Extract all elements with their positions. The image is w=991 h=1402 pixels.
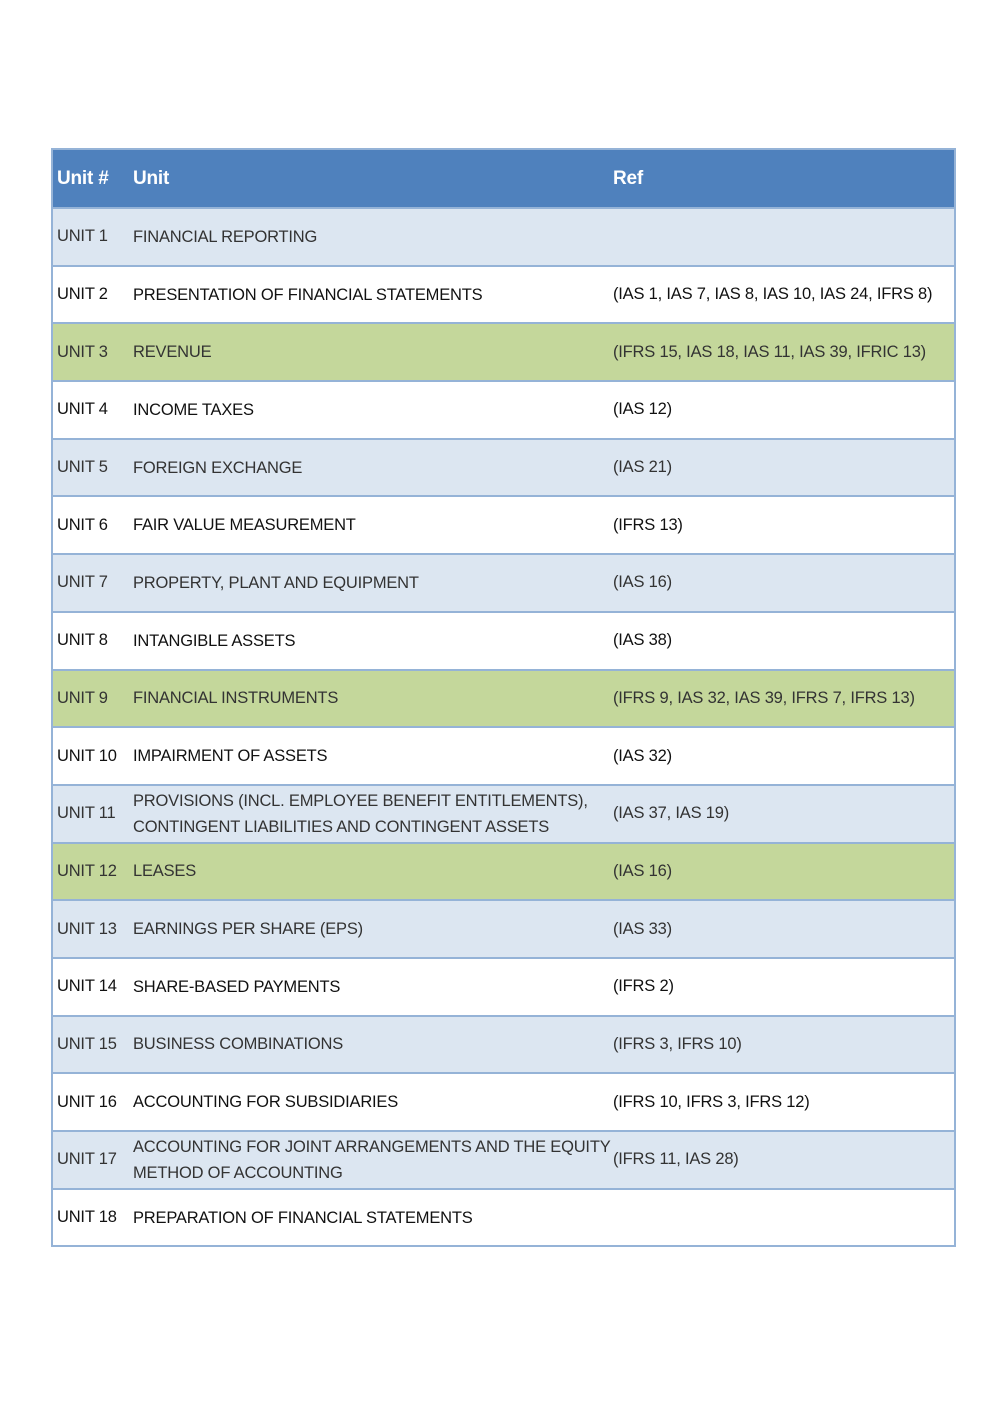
table-row [53,1015,954,1073]
unit-number-cell: UNIT 9 [57,688,108,707]
ref-cell: (IFRS 10, IFRS 3, IFRS 12) [613,1092,810,1111]
table-row [53,611,954,669]
ref-cell: (IAS 12) [613,400,672,419]
table-row [53,957,954,1015]
ref-cell: (IFRS 3, IFRS 10) [613,1034,742,1053]
unit-title-cell: PREPARATION OF FINANCIAL STATEMENTS [133,1208,473,1227]
unit-title-cell: EARNINGS PER SHARE (EPS) [133,920,363,939]
unit-number-cell: UNIT 10 [57,746,117,765]
unit-number-cell: UNIT 17 [57,1150,117,1169]
unit-number-cell: UNIT 5 [57,458,108,477]
ref-cell: (IAS 32) [613,746,672,765]
unit-title-cell: PRESENTATION OF FINANCIAL STATEMENTS [133,285,483,304]
unit-number-cell: UNIT 7 [57,573,108,592]
ref-cell: (IAS 16) [613,573,672,592]
unit-title-cell: FAIR VALUE MEASUREMENT [133,516,356,535]
table-row [53,1130,954,1188]
unit-number-cell: UNIT 13 [57,919,117,938]
ref-cell: (IFRS 2) [613,977,674,996]
unit-number-cell: UNIT 4 [57,400,108,419]
ref-cell: (IAS 37, IAS 19) [613,804,730,823]
unit-title-cell: FINANCIAL REPORTING [133,227,318,246]
table-row [53,380,954,438]
unit-title-cell: BUSINESS COMBINATIONS [133,1035,344,1054]
unit-number-cell: UNIT 1 [57,227,108,246]
unit-title-cell: LEASES [133,862,197,881]
table-row [53,726,954,784]
unit-title-cell: PROVISIONS (INCL. EMPLOYEE BENEFIT ENTITLEMENTS), CONTINGENT LIABILITIES AND CONTINGENT ASSETS [133,791,588,836]
table-row [53,1072,954,1130]
table-row [53,495,954,553]
table-row [53,322,954,380]
units-table [51,148,956,1247]
header-unit-number: Unit # [57,167,109,189]
ref-cell: (IFRS 9, IAS 32, IAS 39, IFRS 7, IFRS 13) [613,688,915,707]
unit-number-cell: UNIT 2 [57,285,108,304]
unit-title-cell: INTANGIBLE ASSETS [133,631,296,650]
header-unit: Unit [133,167,170,189]
unit-number-cell: UNIT 18 [57,1208,117,1227]
ref-cell: (IAS 16) [613,861,672,880]
unit-title-cell: IMPAIRMENT OF ASSETS [133,747,328,766]
ref-cell: (IAS 21) [613,458,672,477]
unit-title-cell: ACCOUNTING FOR SUBSIDIARIES [133,1093,399,1112]
table-header [53,150,954,207]
unit-number-cell: UNIT 12 [57,861,117,880]
unit-number-cell: UNIT 14 [57,977,117,996]
unit-number-cell: UNIT 6 [57,515,108,534]
ref-cell: (IFRS 13) [613,515,683,534]
ref-cell: (IAS 38) [613,631,672,650]
unit-title-cell: REVENUE [133,343,212,362]
unit-title-cell: FINANCIAL INSTRUMENTS [133,689,339,708]
table-row [53,842,954,900]
table-row [53,1188,954,1246]
unit-title-cell: FOREIGN EXCHANGE [133,458,303,477]
unit-title-cell: SHARE-BASED PAYMENTS [133,977,341,996]
unit-title-cell: ACCOUNTING FOR JOINT ARRANGEMENTS AND THE EQUITY METHOD OF ACCOUNTING [133,1137,611,1182]
unit-number-cell: UNIT 3 [57,342,108,361]
ref-cell: (IAS 1, IAS 7, IAS 8, IAS 10, IAS 24, IFRS 8) [613,285,933,304]
unit-number-cell: UNIT 16 [57,1092,117,1111]
table-row [53,553,954,611]
table-row [53,784,954,842]
ref-cell: (IFRS 15, IAS 18, IAS 11, IAS 39, IFRIC 13) [613,342,926,361]
table-row [53,265,954,323]
unit-number-cell: UNIT 8 [57,631,108,650]
ref-cell: (IFRS 11, IAS 28) [613,1150,739,1169]
ref-cell: (IAS 33) [613,919,672,938]
table-row [53,207,954,265]
table-row [53,899,954,957]
unit-number-cell: UNIT 11 [57,804,116,823]
header-ref: Ref [613,167,644,189]
unit-number-cell: UNIT 15 [57,1034,117,1053]
table-row [53,438,954,496]
table-row [53,669,954,727]
unit-title-cell: PROPERTY, PLANT AND EQUIPMENT [133,573,419,592]
unit-title-cell: INCOME TAXES [133,400,254,419]
